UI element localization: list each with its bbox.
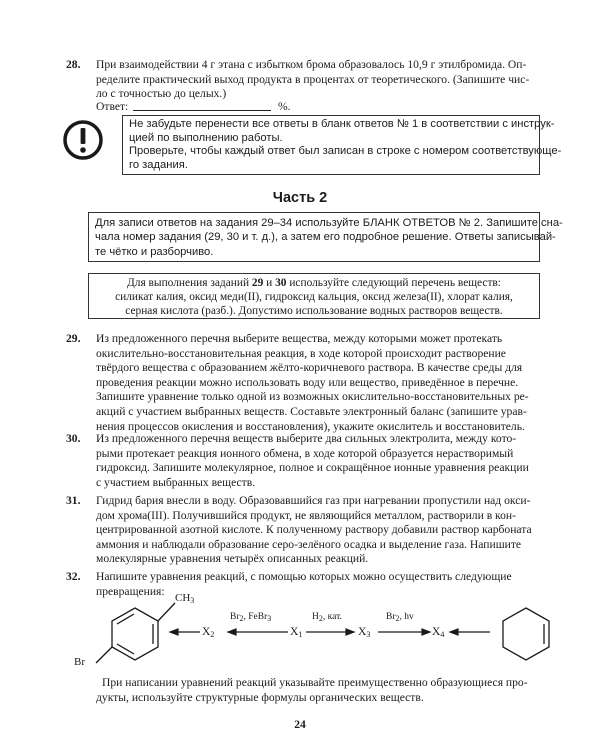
task-32-footer-line-2: дукты, используйте структурные формулы органических веществ. xyxy=(96,690,424,704)
substances-line-3: серная кислота (разб.). Допустимо использование водных растворов веществ. xyxy=(125,305,503,317)
notice-line-1: Не забудьте перенести все ответы в бланк ответов № 1 в соответствии с инструк- xyxy=(129,118,555,130)
methyl-label-text: CH xyxy=(175,592,191,604)
reagent-2-catalyst: , кат. xyxy=(322,612,342,622)
task-28-number: 28. xyxy=(66,58,81,71)
task-32-line-2: превращения: xyxy=(96,584,165,598)
x4-label-text: X xyxy=(432,625,441,638)
task-31-line-5: молекулярные уравнения четырёх описанных реакций. xyxy=(96,552,369,566)
x3-label-text: X xyxy=(358,625,367,638)
reagent-1-text: Br xyxy=(230,612,240,622)
task-29-line-3: твёрдого вещества с образованием жёлто-коричневого раствора. В качестве среды для xyxy=(96,361,523,375)
instructions-line-1: Для записи ответов на задания 29–34 используйте БЛАНК ОТВЕТОВ № 2. Запишите сна- xyxy=(95,217,563,229)
reagent-1-catalyst: , FeBr xyxy=(243,612,268,622)
task-31-line-1: Гидрид бария внесли в воду. Образовавшийся газ при нагревании пропустили над окси- xyxy=(96,494,531,507)
task-32-line-1: Напишите уравнения реакций, с помощью которых можно осуществить следующие xyxy=(96,570,512,583)
x2-label-text: X xyxy=(202,625,211,638)
instructions-box xyxy=(88,212,563,262)
substances-intro-text: Для выполнения заданий xyxy=(127,277,252,289)
x4-label xyxy=(432,625,444,638)
substances-intro-and: и xyxy=(263,277,276,289)
reagent-1-sub: 2 xyxy=(239,614,244,623)
x2-label xyxy=(202,625,214,638)
exclamation-icon xyxy=(62,119,104,161)
substances-intro xyxy=(89,276,539,290)
instructions-line-3: те чётко и разборчиво. xyxy=(95,245,214,258)
reagent-3-condition: , hv xyxy=(399,612,414,622)
task-30-number: 30. xyxy=(66,432,81,445)
reagent-3-text: Br xyxy=(386,612,396,622)
reagent-1-catalyst-sub: 3 xyxy=(267,614,272,623)
x4-label-sub: 4 xyxy=(440,630,445,639)
substances-box xyxy=(88,273,540,319)
task-29-line-6: акций с участием выбранных веществ. Составьте электронный баланс (запишите урав- xyxy=(96,404,527,418)
x3-label-sub: 3 xyxy=(366,630,371,639)
task-29-line-1: Из предложенного перечня выберите вещества, между которыми может протекать xyxy=(96,332,503,345)
task-31-text xyxy=(96,494,540,567)
task-28-line-3: ло с точностью до целых.) xyxy=(96,87,227,101)
task-31-line-2: дом хрома(III). Получившийся продукт, не являющийся металлом, растворили в кон- xyxy=(96,508,516,522)
task-29-text xyxy=(96,332,540,434)
task-30-line-4: с участием выбранных веществ. xyxy=(96,475,256,489)
part-2-title: Часть 2 xyxy=(272,190,328,206)
reagent-hydrogenation xyxy=(312,612,342,622)
task-30-line-1: Из предложенного перечня веществ выберите два сильных электролита, между кото- xyxy=(96,432,517,445)
task-30-text xyxy=(96,432,540,490)
cyclohexene-structure xyxy=(503,608,549,660)
reagent-3-sub: 2 xyxy=(395,614,400,623)
notice-line-4: го задания. xyxy=(129,158,188,171)
reagent-radical-bromination xyxy=(386,612,414,622)
task-28-answer-label: Ответ: xyxy=(96,100,129,113)
x1-label xyxy=(290,625,302,638)
task-31-line-4: аммония и наблюдали образование серо-зелёного осадка и выделение газа. Напишите xyxy=(96,537,522,551)
task-30-line-2: рыми протекает реакция ионного обмена, в ходе которой образуется нерастворимый xyxy=(96,446,514,460)
task-29-line-7: нения процессов окисления и восстановления), укажите окислитель и восстановитель. xyxy=(96,419,525,433)
x1-label-sub: 1 xyxy=(298,630,303,639)
reaction-scheme xyxy=(60,592,580,670)
reaction-scheme-graphics xyxy=(60,592,580,670)
task-30-line-3: гидроксид. Запишите молекулярное, полное и сокращённое ионные уравнения реакции xyxy=(96,461,529,475)
task-28-answer-unit: %. xyxy=(278,100,291,113)
notice-line-3: Проверьте, чтобы каждый ответ был записан в строке с номером соответствующе- xyxy=(129,145,562,158)
task-29-line-2: окислительно-восстановительная реакция, в ходе которой происходит растворение xyxy=(96,346,506,360)
task-29-number: 29. xyxy=(66,332,81,345)
substances-task-30-ref: 30 xyxy=(275,277,287,289)
instructions-line-2: чала номер задания (29, 30 и т. д.), а затем его подробное решение. Ответы записывай- xyxy=(95,231,556,244)
task-28-line-2: ределите практический выход продукта в процентах от теоретического. (Запишите чис- xyxy=(96,72,530,86)
task-31-number: 31. xyxy=(66,494,81,507)
task-32-footer-line-1: При написании уравнений реакций указывайте преимущественно образующиеся про- xyxy=(102,676,528,689)
x1-label-text: X xyxy=(290,625,299,638)
methyl-label xyxy=(175,592,194,604)
task-29-line-4: проведения реакции можно использовать воду или вещество, приведённое в перечне. xyxy=(96,375,519,389)
notice-box xyxy=(122,115,562,175)
substances-task-29-ref: 29 xyxy=(251,277,264,289)
task-29-line-5: Запишите уравнение только одной из возможных окислительно-восстановительных ре- xyxy=(96,390,529,404)
task-28-answer-field[interactable] xyxy=(133,96,271,111)
task-31-line-3: центрированной азотной кислоте. К полученному раствору добавили раствор карбоната xyxy=(96,523,532,537)
substances-line-2: силикат калия, оксид меди(II), гидроксид кальция, оксид железа(II), хлорат калия, xyxy=(115,291,513,303)
task-32-number: 32. xyxy=(66,570,81,583)
reagent-2-sub: 2 xyxy=(318,614,323,623)
bromotoluene-structure xyxy=(96,603,175,663)
page-number: 24 xyxy=(294,718,306,731)
x3-label xyxy=(358,625,370,638)
substances-intro-tail: используйте следующий перечень веществ: xyxy=(286,277,501,289)
bromo-label: Br xyxy=(74,656,85,668)
reagent-2-text: H xyxy=(312,612,319,622)
methyl-label-sub: 3 xyxy=(190,596,195,605)
task-28-line-1: При взаимодействии 4 г этана с избытком брома образовалось 10,9 г этилбромида. Оп- xyxy=(96,58,527,71)
task-32-footer xyxy=(96,676,540,705)
x2-label-sub: 2 xyxy=(210,630,215,639)
reagent-bromination xyxy=(230,612,271,622)
notice-line-2: цией по выполнению работы. xyxy=(129,131,283,144)
